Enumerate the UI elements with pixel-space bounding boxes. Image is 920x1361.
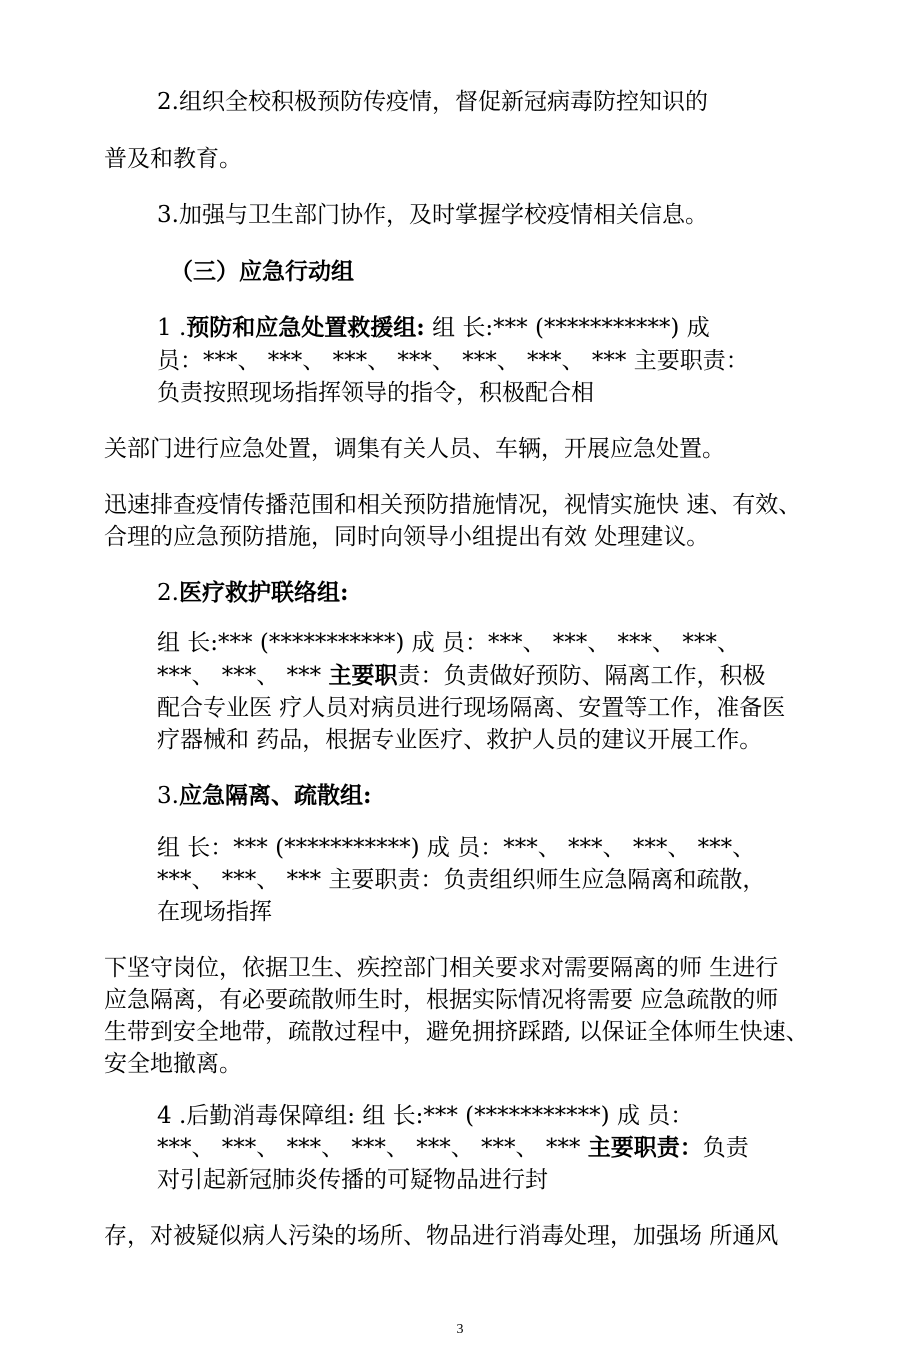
text-span: 员：***、 ***、 ***、 ***、 ***、 ***、 ***	[157, 348, 634, 374]
text-line: 2.组织全校积极预防传疫情，督促新冠病毒防控知识的	[157, 89, 708, 115]
text-line: 普及和教育。	[104, 146, 242, 172]
text-line: 下坚守岗位，依据卫生、疾控部门相关要求对需要隔离的师 生进行	[104, 955, 779, 981]
text-line: 生带到安全地带，疏散过程中，避免拥挤踩踏, 以保证全体师生快速、	[104, 1019, 809, 1045]
subsection-line	[157, 578, 348, 608]
text-line: 迅速排查疫情传播范围和相关预防措施情况，视情实施快 速、有效、	[104, 492, 802, 518]
text-line	[157, 346, 749, 376]
subsection-heading: 应急隔离、疏散组:	[178, 782, 372, 809]
text-line: 存，对被疑似病人污染的场所、物品进行消毒处理，加强场 所通风	[104, 1223, 779, 1249]
text-line: 配合专业医 疗人员对病员进行现场隔离、安置等工作，准备医	[157, 695, 786, 721]
text-line: 组 长：*** (***********) 成 员：***、 ***、 ***、 ***、	[157, 835, 756, 861]
text-line: 组 长:*** (***********) 成 员：***、 ***、 ***、 ***、	[157, 630, 740, 656]
text-span: 负责	[702, 1135, 749, 1161]
text-span: 主要职责：	[587, 1134, 703, 1161]
text-span: 责：负责做好预防、隔离工作，积极	[397, 663, 766, 689]
text-line	[157, 661, 765, 691]
subsection-heading: 医疗救护联络组:	[178, 579, 349, 606]
text-span: 主要职责：	[633, 348, 749, 374]
text-line: 应急隔离，有必要疏散师生时，根据实际情况将需要 应急疏散的师	[104, 987, 779, 1013]
item-number: 2.	[157, 580, 179, 606]
text-line: 关部门进行应急处置，调集有关人员、车辆，开展应急处置。	[104, 436, 725, 462]
text-line: 对引起新冠肺炎传播的可疑物品进行封	[157, 1167, 548, 1193]
text-span: ***、 ***、 ***、 ***、 ***、 ***、 ***	[157, 1135, 588, 1161]
text-line: 负责按照现场指挥领导的指令，积极配合相	[157, 380, 594, 406]
text-line: ***、 ***、 *** 主要职责：负责组织师生应急隔离和疏散，	[157, 867, 766, 893]
subsection-line	[157, 313, 710, 343]
text-line: 3.加强与卫生部门协作，及时掌握学校疫情相关信息。	[157, 202, 708, 228]
subsection-line	[157, 781, 371, 811]
text-line: 疗器械和 药品，根据专业医疗、救护人员的建议开展工作。	[157, 727, 763, 753]
section-heading: （三）应急行动组	[170, 258, 354, 285]
text-line: 4 .后勤消毒保障组: 组 长:*** (***********) 成 员：	[157, 1103, 694, 1129]
item-number: 3.	[157, 783, 179, 809]
text-span: 组 长:*** (***********) 成	[424, 315, 710, 341]
item-number: 1 .	[157, 315, 187, 341]
text-line: 在现场指挥	[157, 899, 272, 925]
text-span: 主要职	[328, 662, 398, 689]
text-span: ***、 ***、 ***	[157, 663, 329, 689]
page-number: 3	[456, 1322, 464, 1337]
text-line: 安全地撤离。	[104, 1051, 242, 1077]
text-line: 合理的应急预防措施，同时向领导小组提出有效 处理建议。	[104, 524, 710, 550]
text-line	[157, 1133, 749, 1163]
subsection-heading: 预防和应急处置救援组:	[186, 314, 425, 341]
